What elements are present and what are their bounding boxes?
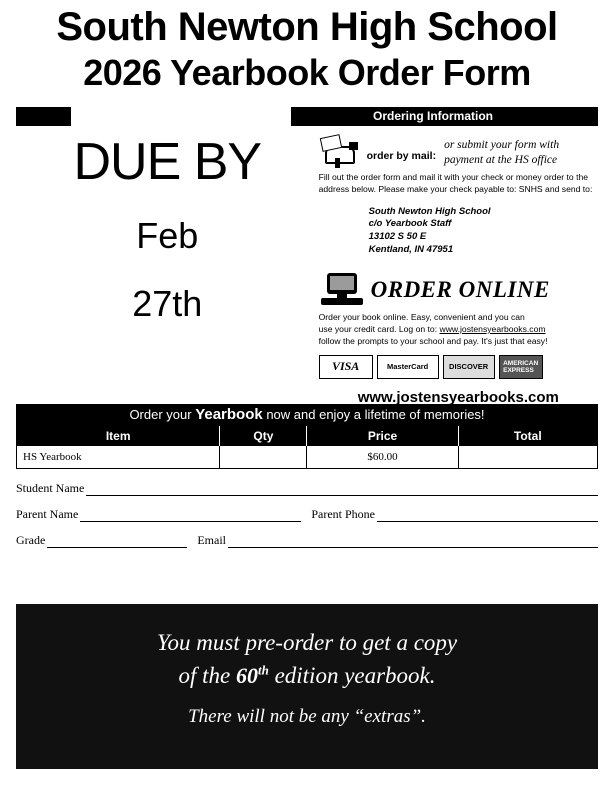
- page-title: [0, 0, 614, 93]
- order-by-mail-row: [319, 134, 598, 168]
- online-instructions-line2: use your credit card. Log on to:: [318, 323, 440, 334]
- grade-label: Grade: [16, 533, 46, 548]
- school-name: South Newton High School: [56, 5, 558, 49]
- due-month: Feb: [136, 215, 199, 257]
- grade-email-row: [16, 533, 598, 548]
- jostens-link[interactable]: www.jostensyearbooks.com: [439, 323, 546, 334]
- parent-phone-label: Parent Phone: [311, 507, 375, 522]
- address-line-3: 13102 S 50 E: [368, 231, 427, 243]
- student-name-row: [16, 481, 598, 496]
- due-by-text: DUE BY: [73, 133, 262, 192]
- mail-instructions: Fill out the order form and mail it with your check or money order to the address below. Please make your check payable to: SNHS and send to:: [318, 172, 593, 194]
- notice-line-2-post: edition yearbook.: [268, 663, 436, 689]
- table-header-row: [17, 427, 598, 446]
- column-header-item: Item: [17, 427, 220, 446]
- preorder-notice: [16, 604, 598, 769]
- cell-item: HS Yearbook: [17, 446, 220, 469]
- notice-line-1: You must pre-order to get a copy: [156, 630, 458, 655]
- parent-name-label: Parent Name: [16, 507, 79, 522]
- parent-name-phone-row: [16, 507, 598, 522]
- promo-pre: Order your: [129, 407, 196, 423]
- promo-bold: Yearbook: [195, 406, 263, 424]
- email-input[interactable]: [228, 534, 598, 548]
- promo-post: now and enjoy a lifetime of memories!: [262, 407, 485, 423]
- student-info-fields: [16, 481, 598, 548]
- order-table: [16, 426, 598, 469]
- online-instructions-line1: Order your book online. Easy, convenient and you can: [318, 311, 525, 322]
- computer-icon: [319, 273, 365, 307]
- ordering-details-block: [318, 126, 598, 406]
- email-label: Email: [197, 533, 226, 548]
- online-instructions: [319, 311, 598, 347]
- parent-name-input[interactable]: [80, 508, 301, 522]
- order-by-mail-label: order by mail:: [366, 150, 437, 163]
- band-notch: [71, 107, 291, 126]
- order-online-heading: ORDER ONLINE: [370, 276, 550, 302]
- student-name-input[interactable]: [86, 482, 598, 496]
- visa-card-icon: VISA: [319, 355, 373, 379]
- amex-card-icon: AMERICAN EXPRESS: [499, 355, 543, 379]
- grade-input[interactable]: [47, 534, 187, 548]
- notice-line-3: There will not be any “extras”.: [188, 705, 426, 727]
- form-name: 2026 Yearbook Order Form: [83, 52, 531, 93]
- column-header-total: Total: [458, 427, 597, 446]
- discover-card-icon: DISCOVER: [443, 355, 495, 379]
- mailing-address: [369, 206, 598, 257]
- edition-suffix: th: [257, 662, 269, 678]
- address-line-4: Kentland, IN 47951: [368, 244, 454, 256]
- online-instructions-line3: follow the prompts to your school and pay. It's just that easy!: [318, 335, 548, 346]
- notice-line-2-pre: of the: [178, 663, 236, 689]
- due-day: 27th: [132, 282, 203, 324]
- parent-phone-input[interactable]: [377, 508, 598, 522]
- cell-price: $60.00: [307, 446, 458, 469]
- column-header-qty: Qty: [220, 427, 307, 446]
- ordering-information-band: [16, 107, 598, 126]
- cell-qty[interactable]: [220, 446, 307, 469]
- ordering-information-label: Ordering Information: [373, 109, 493, 124]
- middle-section: [16, 126, 598, 406]
- promo-band: [16, 404, 598, 426]
- office-submit-note: or submit your form with payment at the HS office: [444, 139, 560, 166]
- mastercard-card-icon: MasterCard: [377, 355, 439, 379]
- edition-number: 60: [235, 663, 258, 689]
- student-name-label: Student Name: [16, 481, 85, 496]
- mailbox-icon: [319, 134, 363, 168]
- address-line-2: c/o Yearbook Staff: [368, 218, 452, 230]
- order-online-row: [319, 273, 598, 307]
- due-date-block: [16, 126, 319, 398]
- address-line-1: South Newton High School: [368, 205, 491, 217]
- notice-line-2: [16, 659, 598, 692]
- jostens-url[interactable]: www.jostensyearbooks.com: [357, 388, 559, 406]
- column-header-price: Price: [307, 427, 458, 446]
- table-row: [17, 446, 598, 469]
- cell-total[interactable]: [458, 446, 597, 469]
- accepted-cards: [319, 355, 598, 379]
